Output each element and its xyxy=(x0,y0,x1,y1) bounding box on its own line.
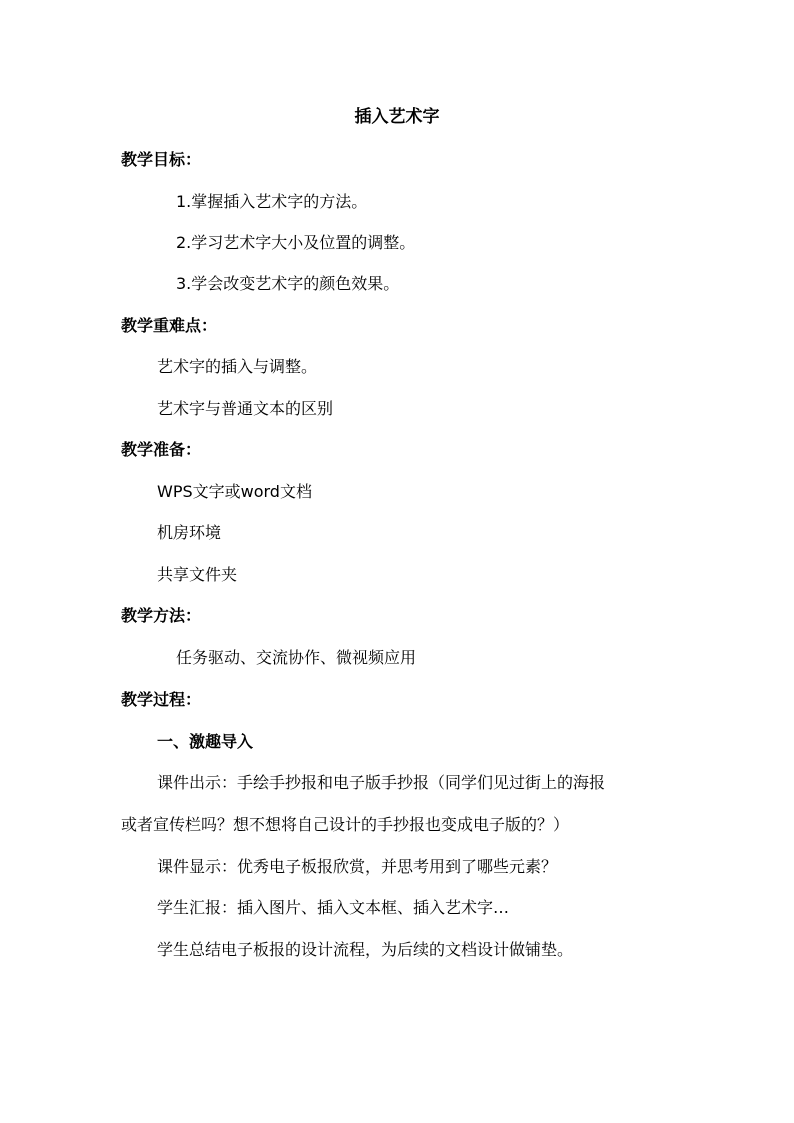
section-title: 一、激趣导入 xyxy=(157,732,254,751)
process-heading: 教学过程： xyxy=(121,690,202,709)
process-paragraph: 或者宣传栏吗？想不想将自己设计的手抄报也变成电子版的？） xyxy=(121,815,570,834)
methods-heading: 教学方法： xyxy=(121,606,202,625)
process-paragraph: 学生总结电子板报的设计流程，为后续的文档设计做铺垫。 xyxy=(157,940,574,959)
key-point-item: 艺术字的插入与调整。 xyxy=(157,357,318,376)
objectives-heading: 教学目标： xyxy=(121,150,202,169)
preparation-item: WPS文字或word文档 xyxy=(157,482,312,501)
process-paragraph: 课件出示：手绘手抄报和电子版手抄报（同学们见过街上的海报 xyxy=(157,773,606,792)
document-title: 插入艺术字 xyxy=(354,107,440,127)
objective-item: 2.学习艺术字大小及位置的调整。 xyxy=(176,233,416,252)
methods-text: 任务驱动、交流协作、微视频应用 xyxy=(176,648,417,667)
preparation-item: 共享文件夹 xyxy=(157,565,238,584)
objective-item: 1.掌握插入艺术字的方法。 xyxy=(176,192,368,211)
process-paragraph: 学生汇报：插入图片、插入文本框、插入艺术字… xyxy=(157,898,510,917)
preparation-heading: 教学准备： xyxy=(121,440,202,459)
objective-item: 3.学会改变艺术字的颜色效果。 xyxy=(176,274,400,293)
key-points-heading: 教学重难点： xyxy=(121,316,218,335)
key-point-item: 艺术字与普通文本的区别 xyxy=(157,399,334,418)
process-paragraph: 课件显示：优秀电子板报欣赏，并思考用到了哪些元素？ xyxy=(157,857,558,876)
preparation-item: 机房环境 xyxy=(157,523,222,542)
